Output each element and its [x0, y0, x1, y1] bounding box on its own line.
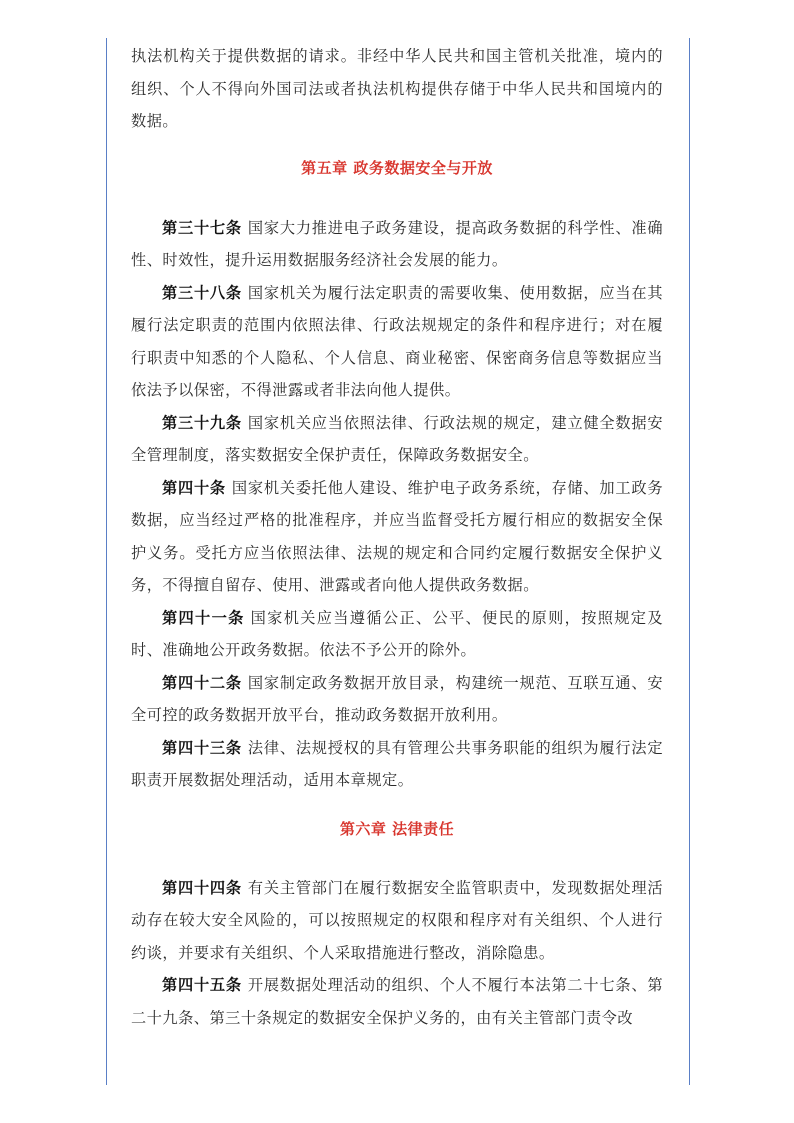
article-text: 国家大力推进电子政务建设，提高政务数据的科学性、准确性、时效性，提升运用数据服务经济社会发展的能力。 [131, 218, 664, 269]
article-label: 第四十二条 [162, 673, 242, 692]
article-text: 国家制定政务数据开放目录，构建统一规范、互联互通、安全可控的政务数据开放平台，推动政务数据开放利用。 [131, 673, 664, 724]
article-40 [131, 472, 663, 602]
article-label: 第四十条 [162, 478, 226, 497]
article-44 [131, 872, 663, 970]
article-39 [131, 407, 663, 472]
left-margin-rule [106, 38, 107, 1085]
article-label: 第四十五条 [162, 976, 242, 994]
article-43 [131, 732, 663, 797]
article-text: 国家机关应当依照法律、行政法规的规定，建立健全数据安全管理制度，落实数据安全保护责任，保障政务数据安全。 [131, 413, 664, 464]
document-page [131, 40, 663, 1034]
article-41 [131, 602, 663, 667]
article-text: 开展数据处理活动的组织、个人不履行本法第二十七条、第二十九条、第三十条规定的数据安全保护义务的，由有关主管部门责令改 [131, 976, 664, 1027]
article-37 [131, 212, 663, 277]
article-38 [131, 277, 663, 407]
article-label: 第三十七条 [162, 218, 242, 237]
article-label: 第四十一条 [162, 608, 245, 627]
article-label: 第三十八条 [162, 283, 242, 302]
article-42 [131, 667, 663, 732]
article-text: 国家机关应当遵循公正、公平、便民的原则，按照规定及时、准确地公开政务数据。依法不予公开的除外。 [131, 608, 664, 659]
article-text: 国家机关委托他人建设、维护电子政务系统，存储、加工政务数据，应当经过严格的批准程序，并应当监督受托方履行相应的数据安全保护义务。受托方应当依照法律、法规的规定和合同约定履行数据安全保护义务，不得擅自留存、使用、泄露或者向他人提供政务数据。 [131, 478, 664, 594]
article-label: 第三十九条 [162, 413, 242, 432]
article-label: 第四十四条 [162, 878, 242, 897]
chapter-5-title: 第五章 政务数据安全与开放 [301, 158, 493, 177]
chapter-6-title: 第六章 法律责任 [339, 819, 455, 838]
article-text: 法律、法规授权的具有管理公共事务职能的组织为履行法定职责开展数据处理活动，适用本章规定。 [131, 738, 664, 789]
article-label: 第四十三条 [162, 738, 242, 757]
article-45 [131, 969, 663, 1034]
intro-paragraph: 执法机构关于提供数据的请求。非经中华人民共和国主管机关批准，境内的组织、个人不得向外国司法或者执法机构提供存储于中华人民共和国境内的数据。 [131, 47, 663, 130]
article-text: 有关主管部门在履行数据安全监管职责中，发现数据处理活动存在较大安全风险的，可以按照规定的权限和程序对有关组织、个人进行约谈，并要求有关组织、个人采取措施进行整改，消除隐患。 [131, 878, 664, 962]
article-text: 国家机关为履行法定职责的需要收集、使用数据，应当在其履行法定职责的范围内依照法律、行政法规规定的条件和程序进行；对在履行职责中知悉的个人隐私、个人信息、商业秘密、保密商务信息等数据应当依法予以保密，不得泄露或者非法向他人提供。 [131, 283, 664, 399]
right-margin-rule [689, 38, 690, 1085]
